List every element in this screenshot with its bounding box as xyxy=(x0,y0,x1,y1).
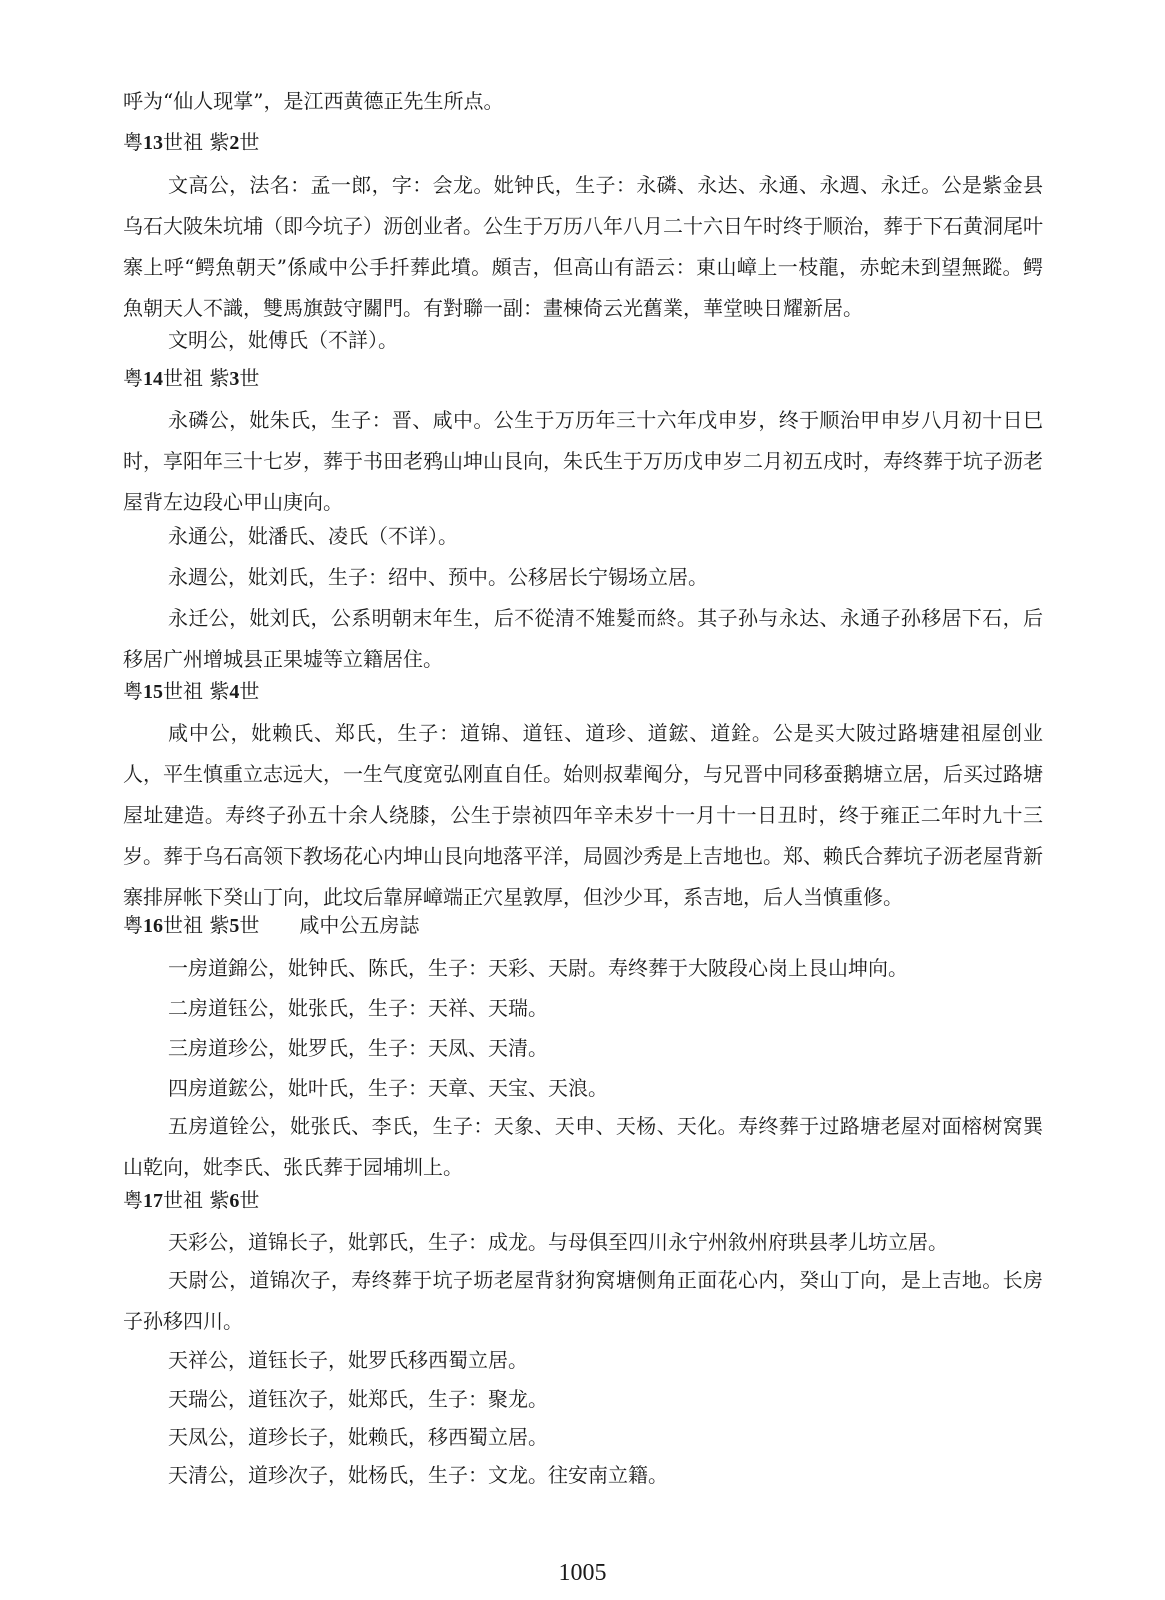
paragraph: 天彩公，道锦长子，妣郭氏，生子：成龙。与母俱至四川永宁州敘州府珙县孝儿坊立居。 xyxy=(168,1230,948,1254)
paragraph: 二房道钰公，妣张氏，生子：天祥、天瑞。 xyxy=(168,996,548,1020)
paragraph: 永磷公，妣朱氏，生子：晋、咸中。公生于万历年三十六年戊申岁，终于顺治甲申岁八月初十日巳时，享阳年三十七岁，葬于书田老鸦山坤山艮向，朱氏生于万历戊申岁二月初五戌时，寿终葬于坑子沥老屋背左边段心甲山庚向。 xyxy=(123,408,1043,514)
heading-middle: 世祖 紫 xyxy=(163,366,230,390)
paragraph: 文明公，妣傅氏（不詳）。 xyxy=(168,328,398,352)
heading-suffix: 世 xyxy=(239,679,260,703)
heading-generation-number: 15 xyxy=(143,681,163,703)
heading-middle: 世祖 紫 xyxy=(163,1188,230,1212)
heading-subtitle: 咸中公五房誌 xyxy=(299,913,420,937)
paragraph: 天瑞公，道钰次子，妣郑氏，生子：聚龙。 xyxy=(168,1387,548,1411)
heading-branch-number: 4 xyxy=(229,681,240,703)
heading-branch-number: 6 xyxy=(229,1190,240,1212)
paragraph: 文高公，法名：孟一郎，字：会龙。妣钟氏，生子：永磷、永达、永通、永週、永迁。公是紫金县乌石大陂朱坑埔（即今坑子）沥创业者。公生于万历八年八月二十六日午时终于顺治，葬于下石黄洞尾叶寨上呼“鳄魚朝天”係咸中公手扦葬此墳。頗吉，但高山有語云：東山嶂上一枝龍，赤蛇未到望無蹤。鳄魚朝天人不識，雙馬旗鼓守關門。有對聯一副：畫棟倚云光舊業，華堂映日耀新居。 xyxy=(123,173,1043,320)
heading-generation-number: 14 xyxy=(143,368,163,390)
heading-prefix: 粤 xyxy=(123,679,143,703)
section-heading xyxy=(123,130,259,155)
page-number: 1005 xyxy=(558,1560,607,1586)
heading-prefix: 粤 xyxy=(123,130,143,154)
heading-middle: 世祖 紫 xyxy=(163,130,230,154)
heading-prefix: 粤 xyxy=(123,913,143,937)
paragraph: 永迁公，妣刘氏，公系明朝末年生，后不從清不雉髮而終。其子孙与永达、永通子孙移居下石，后移居广州增城县正果墟等立籍居住。 xyxy=(123,606,1043,671)
heading-generation-number: 13 xyxy=(143,132,163,154)
paragraph: 咸中公，妣赖氏、郑氏，生子：道锦、道钰、道珍、道鋐、道銓。公是买大陂过路塘建祖屋创业人，平生慎重立志远大，一生气度宽弘刚直自任。始则叔辈阄分，与兄晋中同移蚕鹅塘立居，后买过路塘屋址建造。寿终子孙五十余人绕膝，公生于崇祯四年辛未岁十一月十一日丑时，终于雍正二年时九十三岁。葬于乌石高领下教场花心内坤山艮向地落平洋，局圆沙秀是上吉地也。郑、赖氏合葬坑子沥老屋背新寨排屏帐下癸山丁向，此坟后靠屏嶂端正穴星敦厚，但沙少耳，系吉地，后人当慎重修。 xyxy=(123,721,1043,909)
heading-suffix: 世 xyxy=(239,130,260,154)
paragraph: 天祥公，道钰长子，妣罗氏移西蜀立居。 xyxy=(168,1348,528,1372)
paragraph: 永通公，妣潘氏、凌氏（不详）。 xyxy=(168,524,458,548)
heading-middle: 世祖 紫 xyxy=(163,679,230,703)
heading-generation-number: 17 xyxy=(143,1190,163,1212)
section-heading xyxy=(123,913,419,938)
heading-branch-number: 3 xyxy=(229,368,240,390)
paragraph: 四房道鋐公，妣叶氏，生子：天章、天宝、天浪。 xyxy=(168,1076,608,1100)
paragraph: 三房道珍公，妣罗氏，生子：天凤、天清。 xyxy=(168,1036,548,1060)
section-heading xyxy=(123,366,259,391)
heading-prefix: 粤 xyxy=(123,1188,143,1212)
heading-generation-number: 16 xyxy=(143,915,163,937)
paragraph: 天凤公，道珍长子，妣赖氏，移西蜀立居。 xyxy=(168,1425,548,1449)
section-heading xyxy=(123,679,259,704)
paragraph: 一房道錦公，妣钟氏、陈氏，生子：天彩、天尉。寿终葬于大陂段心岗上艮山坤向。 xyxy=(168,956,908,980)
heading-suffix: 世 xyxy=(239,366,260,390)
paragraph: 五房道铨公，妣张氏、李氏，生子：天象、天申、天杨、天化。寿终葬于过路塘老屋对面榕树窝巽山乾向，妣李氏、张氏葬于园埔圳上。 xyxy=(123,1114,1043,1179)
heading-branch-number: 5 xyxy=(229,915,240,937)
intro-line: 呼为“仙人现掌”，是江西黄德正先生所点。 xyxy=(123,89,504,113)
heading-middle: 世祖 紫 xyxy=(163,913,230,937)
section-heading xyxy=(123,1188,259,1213)
paragraph: 永週公，妣刘氏，生子：绍中、预中。公移居长宁锡场立居。 xyxy=(168,565,708,589)
heading-suffix: 世 xyxy=(239,1188,260,1212)
heading-suffix: 世 xyxy=(239,913,260,937)
paragraph: 天尉公，道锦次子，寿终葬于坑子坜老屋背豺狗窝塘侧角正面花心内，癸山丁向，是上吉地。长房子孙移四川。 xyxy=(123,1268,1043,1333)
heading-branch-number: 2 xyxy=(229,132,240,154)
heading-prefix: 粤 xyxy=(123,366,143,390)
paragraph: 天清公，道珍次子，妣杨氏，生子：文龙。往安南立籍。 xyxy=(168,1463,668,1487)
